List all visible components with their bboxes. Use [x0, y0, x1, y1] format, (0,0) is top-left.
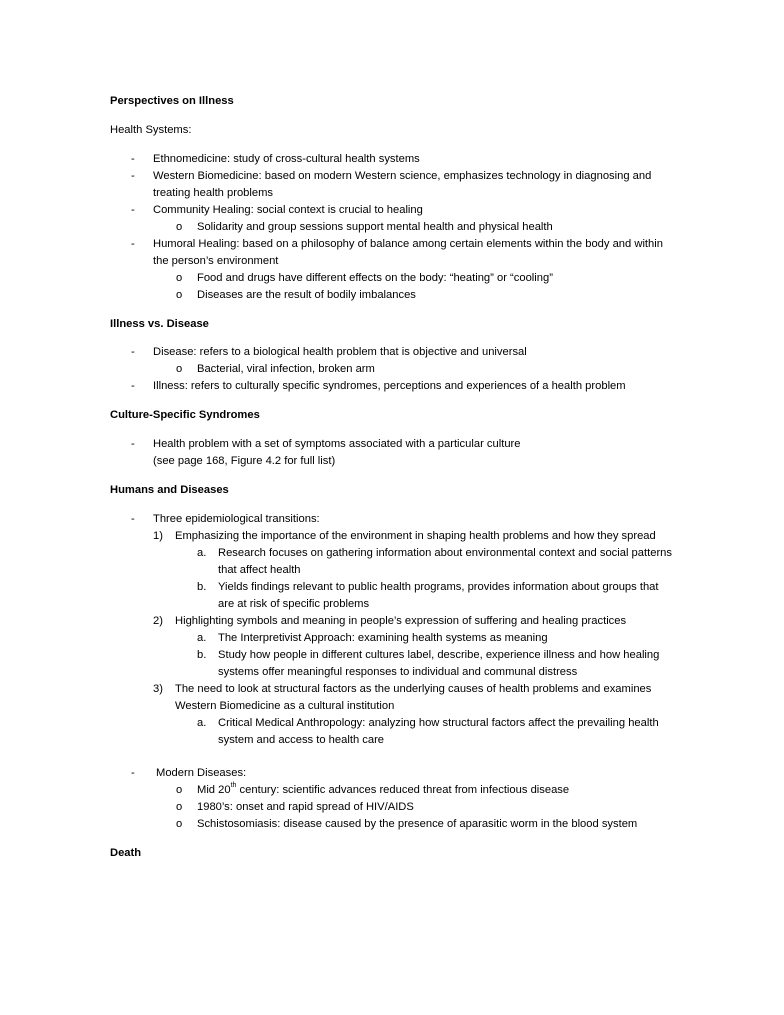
numbered-item: Highlighting symbols and meaning in people’s expression of suffering and healing practices: [175, 615, 627, 627]
list-item-continued: treating health problems: [153, 187, 274, 199]
lettered-marker: a.: [197, 717, 207, 729]
sub-list-item: Diseases are the result of bodily imbalances: [197, 289, 416, 301]
numbered-marker: 2): [153, 615, 163, 627]
lettered-item: Yields findings relevant to public health programs, provides information about groups that: [218, 581, 659, 593]
sub-bullet: o: [176, 272, 183, 284]
lettered-marker: a.: [197, 547, 207, 559]
numbered-item-continued: Western Biomedicine as a cultural institution: [175, 700, 395, 712]
death-heading: Death: [110, 847, 142, 859]
list-dash: -: [131, 513, 135, 525]
sub-list-item: Food and drugs have different effects on the body: “heating” or “cooling”: [197, 272, 553, 284]
numbered-marker: 1): [153, 530, 163, 542]
sub-list-item-text: century: scientific advances reduced threat from infectious disease: [236, 784, 570, 796]
list-item: Humoral Healing: based on a philosophy of balance among certain elements within the body and within: [153, 238, 663, 250]
lettered-marker: a.: [197, 632, 207, 644]
numbered-item: The need to look at structural factors as the underlying causes of health problems and examines: [175, 683, 652, 695]
superscript: th: [230, 782, 237, 790]
lettered-item: The Interpretivist Approach: examining health systems as meaning: [218, 632, 548, 644]
list-item-continued: (see page 168, Figure 4.2 for full list): [153, 455, 336, 467]
sub-bullet: o: [176, 818, 183, 830]
sub-list-item-text: Mid 20: [197, 784, 231, 796]
sub-list-item: 1980’s: onset and rapid spread of HIV/AIDS: [197, 801, 414, 813]
sub-list-item: Solidarity and group sessions support mental health and physical health: [197, 221, 553, 233]
list-dash: -: [131, 238, 135, 250]
list-dash: -: [131, 380, 135, 392]
lettered-item: Research focuses on gathering information about environmental context and social patterns: [218, 547, 672, 559]
list-dash: -: [131, 153, 135, 165]
document-title: Perspectives on Illness: [110, 95, 234, 107]
sub-bullet: o: [176, 363, 183, 375]
lettered-item-continued: systems offer meaningful responses to individual and communal distress: [218, 666, 578, 678]
sub-bullet: o: [176, 289, 183, 301]
list-dash: -: [131, 170, 135, 182]
illness-vs-disease-heading: Illness vs. Disease: [110, 318, 209, 330]
list-dash: -: [131, 438, 135, 450]
lettered-item: Study how people in different cultures label, describe, experience illness and how healing: [218, 649, 660, 661]
sub-bullet: o: [176, 221, 183, 233]
lettered-marker: b.: [197, 581, 207, 593]
list-item: Ethnomedicine: study of cross-cultural health systems: [153, 153, 420, 165]
list-item: Western Biomedicine: based on modern Western science, emphasizes technology in diagnosing and: [153, 170, 652, 182]
list-dash: -: [131, 767, 135, 779]
list-item: Three epidemiological transitions:: [153, 513, 320, 525]
list-item: Health problem with a set of symptoms associated with a particular culture: [153, 438, 521, 450]
sub-bullet: o: [176, 784, 183, 796]
list-dash: -: [131, 346, 135, 358]
list-dash: -: [131, 204, 135, 216]
lettered-marker: b.: [197, 649, 207, 661]
health-systems-heading: Health Systems:: [110, 124, 192, 136]
list-item-continued: the person’s environment: [153, 255, 279, 267]
sub-list-item: Bacterial, viral infection, broken arm: [197, 363, 375, 375]
sub-list-item: [197, 782, 569, 799]
numbered-item: Emphasizing the importance of the environment in shaping health problems and how they spread: [175, 530, 656, 542]
list-item: Modern Diseases:: [156, 767, 247, 779]
sub-bullet: o: [176, 801, 183, 813]
list-item: Disease: refers to a biological health problem that is objective and universal: [153, 346, 527, 358]
sub-list-item: Schistosomiasis: disease caused by the presence of aparasitic worm in the blood system: [197, 818, 638, 830]
humans-and-diseases-heading: Humans and Diseases: [110, 484, 229, 496]
list-item: Illness: refers to culturally specific syndromes, perceptions and experiences of a health problem: [153, 380, 626, 392]
lettered-item: Critical Medical Anthropology: analyzing how structural factors affect the prevailing health: [218, 717, 659, 729]
lettered-item-continued: that affect health: [218, 564, 301, 576]
culture-specific-heading: Culture-Specific Syndromes: [110, 409, 260, 421]
numbered-marker: 3): [153, 683, 163, 695]
list-item: Community Healing: social context is crucial to healing: [153, 204, 423, 216]
lettered-item-continued: system and access to health care: [218, 734, 385, 746]
lettered-item-continued: are at risk of specific problems: [218, 598, 370, 610]
